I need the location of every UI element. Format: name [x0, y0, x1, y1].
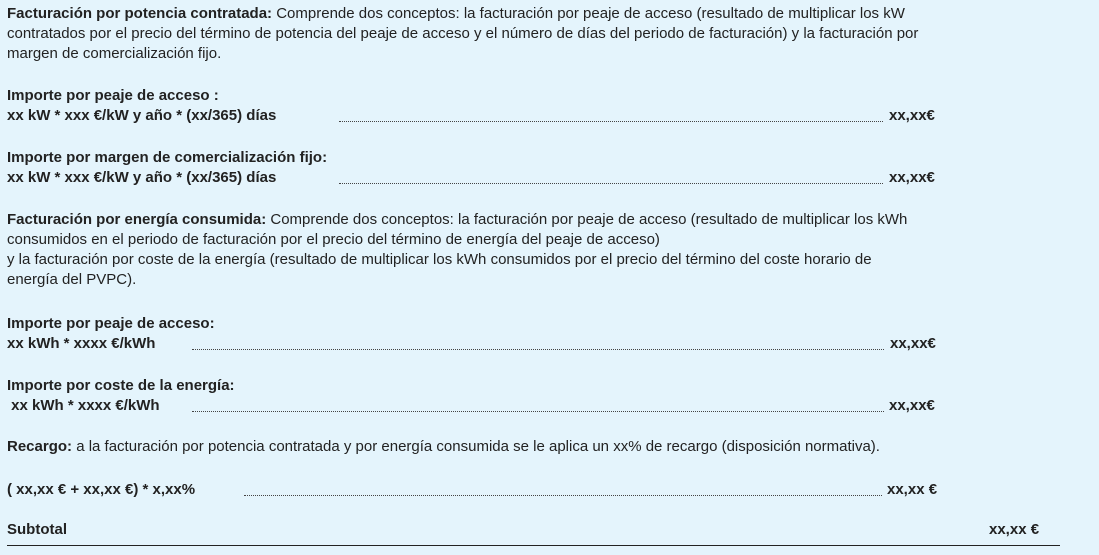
- energia-text-line-3: y la facturación por coste de la energía (resultado de multiplicar los kWh consumidos por el precio del término del coste horario de: [7, 251, 872, 268]
- subtotal-label: Subtotal: [7, 521, 67, 538]
- coste-energia-label: Importe por coste de la energía:: [7, 377, 235, 394]
- potencia-heading: Facturación por potencia contratada:: [7, 5, 273, 22]
- margen-row: [7, 168, 1085, 188]
- margen-label: Importe por margen de comercialización fijo:: [7, 149, 328, 166]
- subtotal-row: [7, 520, 1085, 540]
- recargo-section: [7, 437, 1085, 457]
- peaje-energia-formula: xx kWh * xxxx €/kWh: [7, 335, 156, 352]
- peaje-potencia-formula: xx kW * xxx €/kW y año * (xx/365) días: [7, 107, 277, 124]
- peaje-potencia-row: [7, 106, 1085, 126]
- coste-energia-section: [7, 376, 1085, 416]
- recargo-row: [7, 480, 1085, 500]
- energia-heading: Facturación por energía consumida:: [7, 211, 267, 228]
- margen-formula: xx kW * xxx €/kW y año * (xx/365) días: [7, 169, 277, 186]
- energia-paragraph: [7, 210, 1085, 290]
- subtotal-rule: [7, 545, 1060, 546]
- energia-text-line-4: energía del PVPC).: [7, 271, 137, 288]
- recargo-heading: Recargo:: [7, 438, 73, 455]
- dot-leader: [192, 329, 884, 350]
- coste-energia-row: [7, 396, 1085, 416]
- peaje-energia-section: [7, 314, 1085, 354]
- peaje-energia-amount: xx,xx€: [890, 335, 936, 352]
- peaje-potencia-label: Importe por peaje de acceso :: [7, 87, 219, 104]
- potencia-paragraph: [7, 4, 1085, 64]
- potencia-text-line-1: Comprende dos conceptos: la facturación por peaje de acceso (resultado de multiplicar los kW: [272, 5, 905, 22]
- recargo-paragraph: [7, 437, 1085, 457]
- dot-leader: [339, 163, 883, 184]
- recargo-text: a la facturación por potencia contratada y por energía consumida se le aplica un xx% de recargo (disposición normativa).: [72, 438, 880, 455]
- dot-leader: [244, 475, 882, 496]
- energia-section: [7, 210, 1085, 290]
- recargo-formula: ( xx,xx € + xx,xx €) * x,xx%: [7, 481, 196, 498]
- potencia-text-line-2: contratados por el precio del término de potencia del peaje de acceso y el número de días del periodo de facturación) y la facturación por: [7, 25, 919, 42]
- energia-text-line-2: consumidos en el periodo de facturación por el precio del término de energía del peaje de acceso): [7, 231, 660, 248]
- coste-energia-formula: xx kWh * xxxx €/kWh: [7, 397, 160, 414]
- subtotal-amount: xx,xx €: [989, 521, 1040, 538]
- recargo-calc-section: [7, 480, 1085, 500]
- peaje-potencia-amount: xx,xx€: [889, 107, 935, 124]
- coste-energia-amount: xx,xx€: [889, 397, 935, 414]
- subtotal-section: [7, 520, 1085, 540]
- margen-amount: xx,xx€: [889, 169, 935, 186]
- peaje-energia-row: [7, 334, 1085, 354]
- dot-leader: [339, 101, 883, 122]
- peaje-potencia-section: [7, 86, 1085, 126]
- peaje-energia-label: Importe por peaje de acceso:: [7, 315, 215, 332]
- potencia-text-line-3: margen de comercialización fijo.: [7, 45, 222, 62]
- energia-text-line-1: Comprende dos conceptos: la facturación por peaje de acceso (resultado de multiplicar los kWh: [266, 211, 908, 228]
- potencia-section: [7, 4, 1085, 64]
- recargo-amount: xx,xx €: [887, 481, 938, 498]
- dot-leader: [192, 391, 884, 412]
- margen-section: [7, 148, 1085, 188]
